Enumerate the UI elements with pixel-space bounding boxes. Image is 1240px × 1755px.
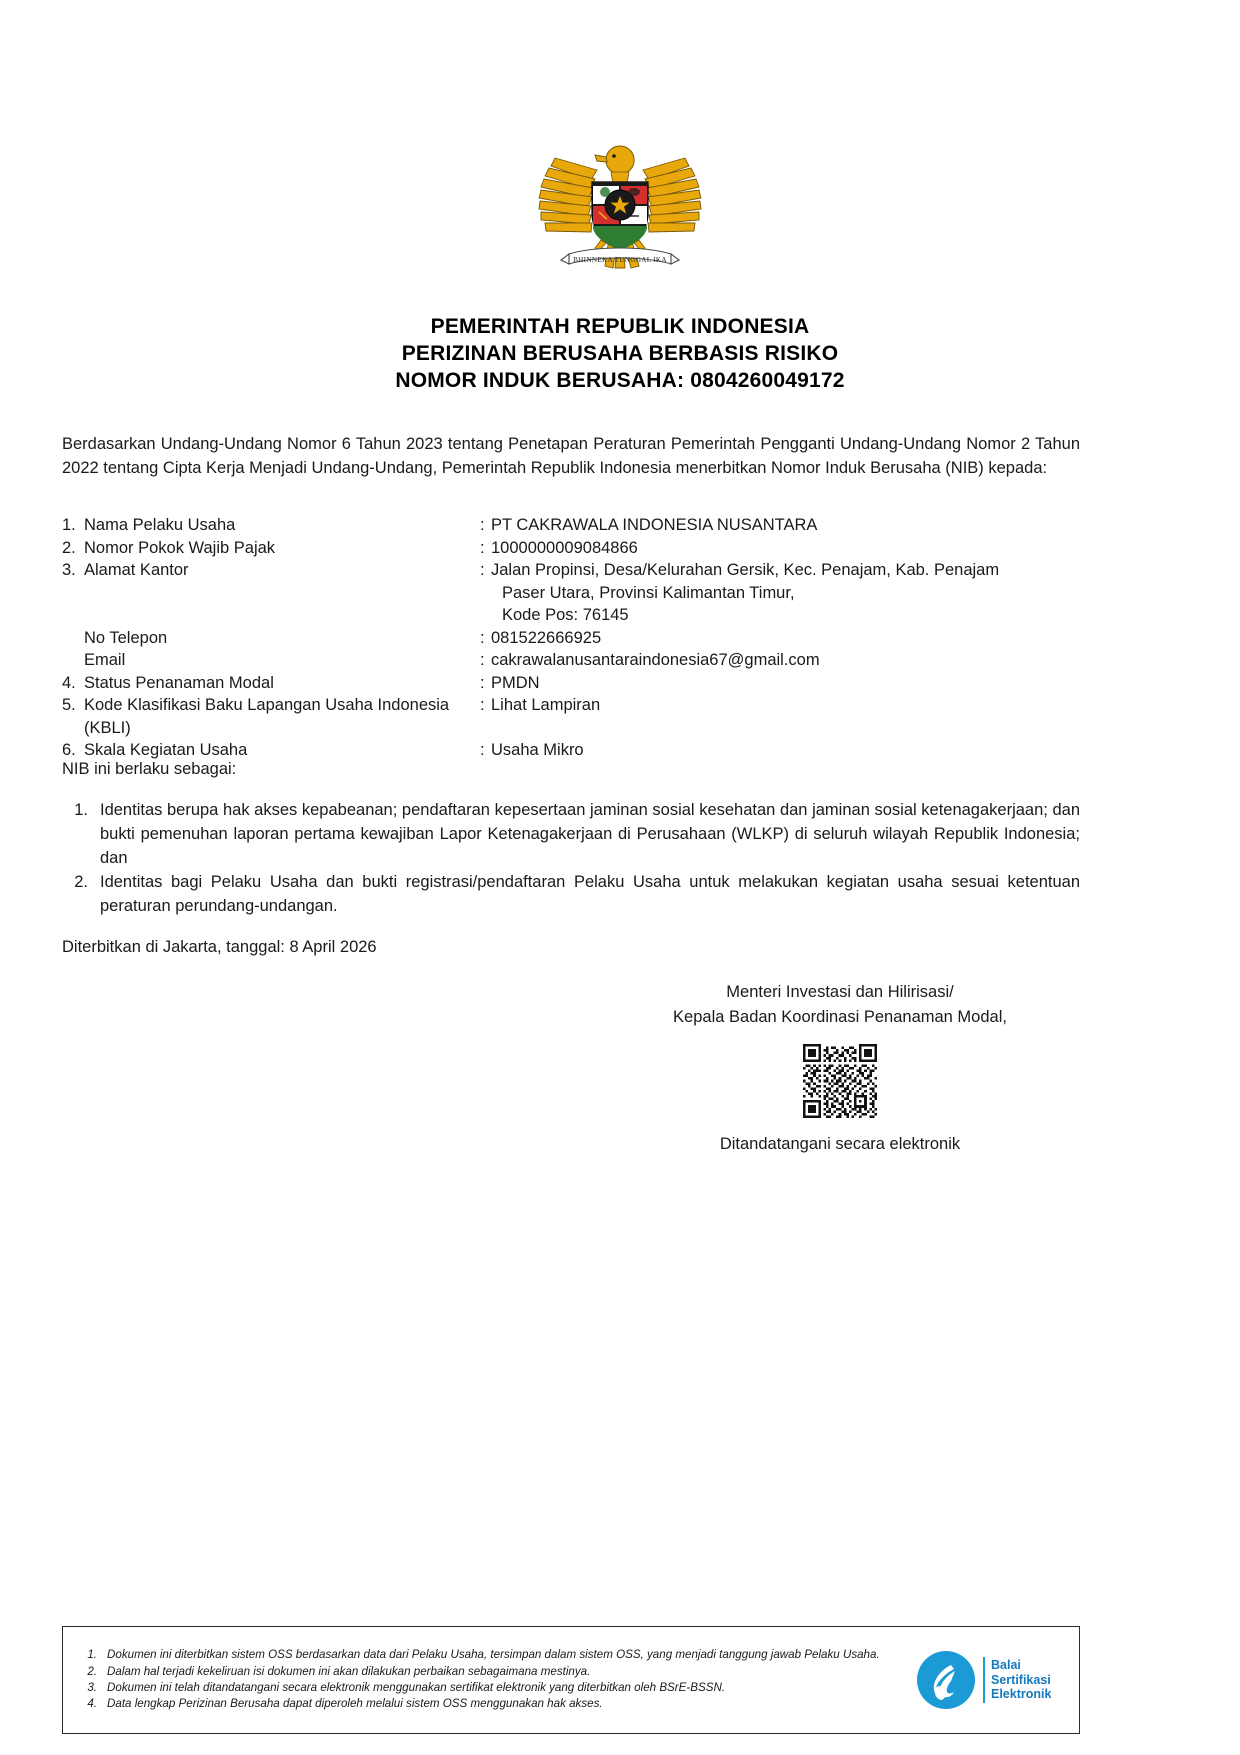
field-label — [62, 537, 480, 560]
field-value: cakrawalanusantaraindonesia67@gmail.com — [491, 651, 820, 669]
table-row — [62, 739, 1080, 762]
svg-text:BHINNEKA TUNGGAL IKA: BHINNEKA TUNGGAL IKA — [573, 256, 667, 264]
list-item — [62, 798, 1080, 870]
list-item-text: Dokumen ini diterbitkan sistem OSS berdasarkan data dari Pelaku Usaha, tersimpan dalam sistem OSS, yang menjadi tanggung jawab Pelaku Usaha. — [107, 1648, 880, 1662]
field-value: PT CAKRAWALA INDONESIA NUSANTARA — [491, 516, 818, 534]
qr-code-container[interactable] — [803, 1044, 877, 1118]
field-label-text: Email — [84, 651, 126, 669]
document-title-block — [0, 313, 1240, 394]
field-label — [62, 739, 480, 762]
field-number: 3. — [62, 561, 76, 579]
field-number: 5. — [62, 696, 76, 714]
field-label-text: Skala Kegiatan Usaha — [84, 741, 248, 759]
field-value: PMDN — [491, 673, 540, 692]
intro-paragraph: Berdasarkan Undang-Undang Nomor 6 Tahun 2023 tentang Penetapan Peraturan Pemerintah Pengganti Undang-Undang Nomor 2 Tahun 2022 tentang Cipta Kerja Menjadi Undang-Undang, Pemerintah Republik Indonesia menerbitkan Nomor Induk Berusaha (NIB) kepada: — [62, 435, 1080, 477]
field-label — [62, 672, 480, 695]
list-item — [73, 1647, 915, 1663]
field-label-text — [84, 694, 480, 739]
field-value: 1000000009084866 — [491, 538, 638, 557]
field-colon: : — [480, 741, 485, 759]
table-row — [62, 694, 1080, 739]
field-label-text: Nama Pelaku Usaha — [84, 516, 236, 534]
list-item — [62, 870, 1080, 918]
field-value-line: Jalan Propinsi, Desa/Kelurahan Gersik, Kec. Penajam, Kab. Penajam — [491, 561, 1000, 579]
table-row — [62, 627, 1080, 650]
list-item-number: 2. — [87, 1664, 97, 1678]
bsre-logo-text — [991, 1658, 1051, 1702]
field-colon: : — [480, 673, 485, 692]
table-row — [62, 672, 1080, 695]
bsre-shield-icon — [915, 1649, 977, 1711]
field-label — [62, 649, 480, 672]
list-item — [73, 1664, 915, 1680]
field-label-text: Alamat Kantor — [84, 561, 189, 579]
field-label-line: Kode Klasifikasi Baku Lapangan Usaha Indonesia — [84, 696, 450, 714]
signature-block — [600, 980, 1080, 1157]
bsre-text-line3: Elektronik — [991, 1687, 1052, 1702]
title-line-nib: NOMOR INDUK BERUSAHA: 0804260049172 — [395, 369, 845, 392]
electronic-signature-note: Ditandatangani secara elektronik — [719, 1135, 961, 1153]
field-number: 1. — [62, 516, 76, 534]
field-number: 6. — [62, 741, 76, 759]
footer-disclaimer-list — [67, 1647, 915, 1713]
field-value: 081522666925 — [491, 628, 602, 647]
field-colon: : — [480, 651, 485, 669]
list-item-number: 4. — [87, 1697, 97, 1711]
company-fields-table — [62, 514, 1080, 762]
field-number: 2. — [62, 538, 76, 557]
field-value-line: Kode Pos: 76145 — [502, 606, 629, 624]
list-item-text: Identitas bagi Pelaku Usaha dan bukti registrasi/pendaftaran Pelaku Usaha untuk melakukan kegiatan usaha sesuai ketentuan peraturan perundang-undangan. — [100, 873, 1080, 915]
bsre-text-line1: Balai — [991, 1658, 1021, 1673]
field-colon: : — [480, 696, 485, 714]
list-item-text: Dalam hal terjadi kekeliruan isi dokumen ini akan dilakukan perbaikan sebagaimana mestinya. — [107, 1664, 591, 1678]
bsre-divider — [983, 1657, 985, 1703]
field-number: 4. — [62, 673, 76, 692]
list-item-text: Dokumen ini telah ditandatangani secara elektronik menggunakan sertifikat elektronik yang diterbitkan oleh BSrE-BSSN. — [107, 1681, 726, 1694]
validity-heading: NIB ini berlaku sebagai: — [62, 760, 237, 778]
issued-date-line: Diterbitkan di Jakarta, tanggal: 8 April 2026 — [62, 938, 377, 956]
signatory-title-line1: Menteri Investasi dan Hilirisasi/ — [726, 983, 954, 1001]
title-line-government: PEMERINTAH REPUBLIK INDONESIA — [430, 315, 810, 338]
list-item-number: 1. — [87, 1648, 97, 1662]
field-label — [62, 559, 480, 582]
field-value-line: Paser Utara, Provinsi Kalimantan Timur, — [502, 583, 795, 602]
validity-list — [62, 798, 1080, 918]
field-value — [491, 559, 1080, 627]
field-colon: : — [480, 628, 485, 647]
field-label-text: Nomor Pokok Wajib Pajak — [84, 538, 276, 557]
list-item-number: 2. — [74, 873, 88, 891]
footer-disclaimer-box — [62, 1626, 1080, 1734]
table-row — [62, 537, 1080, 560]
bsre-text-line2: Sertifikasi — [991, 1672, 1051, 1687]
list-item-number: 1. — [74, 801, 88, 819]
list-item-number: 3. — [87, 1681, 97, 1694]
field-label — [62, 514, 480, 537]
title-line-perizinan: PERIZINAN BERUSAHA BERBASIS RISIKO — [401, 342, 839, 365]
field-label — [62, 627, 480, 650]
list-item-text: Identitas berupa hak akses kepabeanan; pendaftaran kepesertaan jaminan sosial kesehatan dan jaminan sosial ketenagakerjaan; dan bukti pemenuhan laporan pertama kewajiban Lapor Ketenagakerjaan di Perusahaan (WLKP) di seluruh wilayah Republik Indonesia; dan — [100, 801, 1080, 867]
signatory-title-line2: Kepala Badan Koordinasi Penanaman Modal, — [673, 1008, 1007, 1026]
field-value: Usaha Mikro — [491, 741, 584, 759]
emblem-container — [0, 128, 1240, 288]
field-colon: : — [480, 561, 485, 579]
field-colon: : — [480, 516, 485, 534]
list-item — [73, 1696, 915, 1712]
list-item — [73, 1680, 915, 1696]
field-label — [62, 694, 480, 739]
bsre-logo — [915, 1644, 1065, 1716]
signature-qr-code[interactable] — [803, 1044, 877, 1118]
list-item-text: Data lengkap Perizinan Berusaha dapat diperoleh melalui sistem OSS menggunakan hak akses. — [107, 1697, 603, 1711]
field-value: Lihat Lampiran — [491, 696, 601, 714]
table-row — [62, 514, 1080, 537]
field-label-text: No Telepon — [84, 628, 168, 647]
field-label-text: Status Penanaman Modal — [84, 673, 274, 692]
garuda-pancasila-emblem — [525, 128, 715, 288]
table-row — [62, 649, 1080, 672]
table-row — [62, 559, 1080, 627]
field-label-line: (KBLI) — [84, 718, 131, 737]
field-colon: : — [480, 538, 485, 557]
